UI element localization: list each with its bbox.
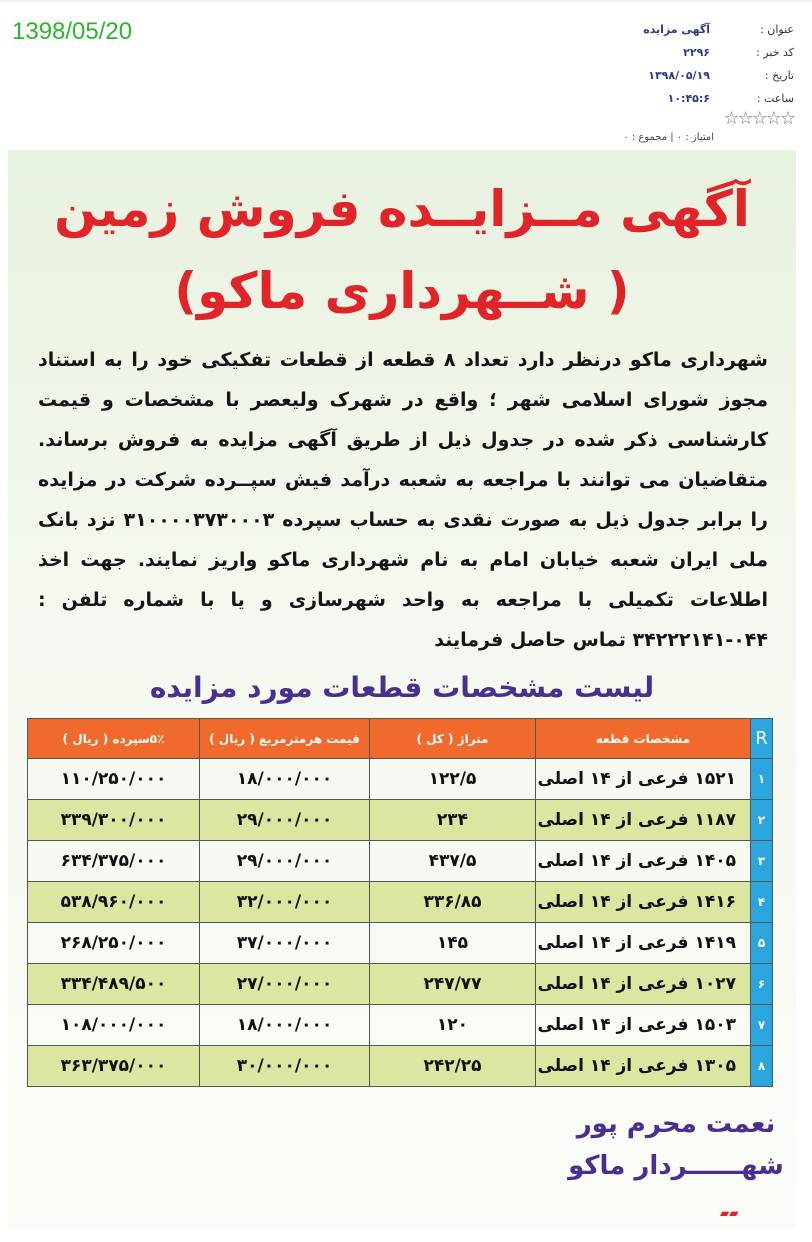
area: ۲۴۲/۲۵: [370, 1046, 536, 1087]
price-per-sqm: ۳۲/۰۰۰/۰۰۰: [200, 882, 370, 923]
rating-score: امتیاز : ۰ | مجموع : ۰: [623, 132, 714, 143]
signature-title: شهــــــردار ماکو: [568, 1151, 784, 1181]
plot-spec: ۱۵۰۳ فرعی از ۱۴ اصلی: [536, 1005, 751, 1046]
meta-label: کد خبر :: [756, 46, 794, 59]
deposit: ۶۳۴/۳۷۵/۰۰۰: [28, 841, 200, 882]
table-row: [28, 841, 773, 882]
meta-value: آگهی مزایده: [643, 23, 710, 36]
plot-spec: ۱۰۲۷ فرعی از ۱۴ اصلی: [536, 964, 751, 1005]
signature: [556, 1103, 796, 1187]
meta-label: عنوان :: [760, 23, 794, 36]
deposit: ۵۳۸/۹۶۰/۰۰۰: [28, 882, 200, 923]
row-number: ۷: [751, 1005, 773, 1046]
area: ۴۳۷/۵: [370, 841, 536, 882]
table-row: [28, 759, 773, 800]
plot-spec: ۱۱۸۷ فرعی از ۱۴ اصلی: [536, 800, 751, 841]
row-number: ۵: [751, 923, 773, 964]
ad-title-org: ( شــهرداری ماکو): [174, 262, 630, 320]
column-header: متراژ ( کل ): [370, 719, 536, 759]
plot-spec: ۱۳۰۵ فرعی از ۱۴ اصلی: [536, 1046, 751, 1087]
table-row: [28, 800, 773, 841]
row-number: ۸: [751, 1046, 773, 1087]
table-row: [28, 1046, 773, 1087]
auction-ad-image: [8, 150, 796, 1230]
signature-name: نعمت محرم پور: [576, 1109, 776, 1139]
publisher-logo: ▰▰: [720, 1206, 739, 1220]
meta-value: ۲۲۹۶: [683, 46, 710, 59]
area: ۱۴۵: [370, 923, 536, 964]
price-per-sqm: ۲۹/۰۰۰/۰۰۰: [200, 841, 370, 882]
table-row: [28, 1005, 773, 1046]
price-per-sqm: ۲۹/۰۰۰/۰۰۰: [200, 800, 370, 841]
meta-value: ۱۰:۴۵:۶: [667, 92, 710, 105]
deposit: ۳۳۹/۳۰۰/۰۰۰: [28, 800, 200, 841]
column-header: قیمت هرمترمربع ( ریال ): [200, 719, 370, 759]
deposit: ۱۱۰/۲۵۰/۰۰۰: [28, 759, 200, 800]
plots-table: [27, 718, 773, 1087]
deposit: ۳۶۳/۳۷۵/۰۰۰: [28, 1046, 200, 1087]
price-per-sqm: ۱۸/۰۰۰/۰۰۰: [200, 1005, 370, 1046]
ad-title: آگهی مــزایــده فروش زمین: [54, 180, 750, 238]
meta-value: ۱۳۹۸/۰۵/۱۹: [648, 69, 710, 82]
area: ۱۲۰: [370, 1005, 536, 1046]
plot-spec: ۱۴۱۶ فرعی از ۱۴ اصلی: [536, 882, 751, 923]
meta-row: [643, 41, 794, 64]
table-title: لیست مشخصات قطعات مورد مزایده: [149, 671, 655, 704]
meta-label: تاریخ :: [764, 69, 794, 82]
plot-spec: ۱۵۲۱ فرعی از ۱۴ اصلی: [536, 759, 751, 800]
meta-label: ساعت :: [756, 92, 794, 105]
deposit: ۳۳۴/۴۸۹/۵۰۰: [28, 964, 200, 1005]
news-meta: [643, 18, 794, 110]
area: ۲۴۷/۷۷: [370, 964, 536, 1005]
row-number: ۲: [751, 800, 773, 841]
price-per-sqm: ۳۰/۰۰۰/۰۰۰: [200, 1046, 370, 1087]
area: ۳۳۶/۸۵: [370, 882, 536, 923]
rating-stars[interactable]: ☆☆☆☆☆: [723, 108, 794, 129]
area: ۱۲۲/۵: [370, 759, 536, 800]
price-per-sqm: ۳۷/۰۰۰/۰۰۰: [200, 923, 370, 964]
plot-spec: ۱۴۱۹ فرعی از ۱۴ اصلی: [536, 923, 751, 964]
news-header: [0, 0, 812, 150]
column-header: R: [751, 719, 773, 759]
deposit: ۲۶۸/۲۵۰/۰۰۰: [28, 923, 200, 964]
meta-row: [643, 18, 794, 41]
column-header: مشخصات قطعه: [536, 719, 751, 759]
row-number: ۱: [751, 759, 773, 800]
plot-spec: ۱۴۰۵ فرعی از ۱۴ اصلی: [536, 841, 751, 882]
row-number: ۶: [751, 964, 773, 1005]
ad-body: شهرداری ماکو درنظر دارد تعداد ۸ قطعه از قطعات تفکیکی خود را به استناد مجوز شورای اسلامی شهر ؛ واقع در شهرک ولیعصر با مشخصات و قیمت کارشناسی ذکر شده در جدول ذیل از طریق آگهی مزایده به فروش برساند. متقاضیان می توانند با مراجعه به شعبه درآمد فیش سپــرده شرکت در مزایده را برابر جدول ذیل به صورت نقدی به حساب سپرده ۳۱۰۰۰۰۳۷۳۰۰۰۳ نزد بانک ملی ایران شعبه خیابان امام به نام شهرداری ماکو واریز نمایند. جهت اخذ اطلاعات تکمیلی با مراجعه به واحد شهرسازی و یا با شماره تلفن : ۰۴۴-۳۴۲۲۲۱۴۱ تماس حاصل فرمایند: [38, 349, 768, 651]
column-header: ۵٪سپرده ( ریال ): [28, 719, 200, 759]
area: ۲۳۴: [370, 800, 536, 841]
row-number: ۴: [751, 882, 773, 923]
table-row: [28, 882, 773, 923]
price-per-sqm: ۱۸/۰۰۰/۰۰۰: [200, 759, 370, 800]
gregorian-date: 1398/05/20: [12, 18, 133, 45]
meta-row: [643, 64, 794, 87]
table-row: [28, 923, 773, 964]
deposit: ۱۰۸/۰۰۰/۰۰۰: [28, 1005, 200, 1046]
table-row: [28, 964, 773, 1005]
price-per-sqm: ۲۷/۰۰۰/۰۰۰: [200, 964, 370, 1005]
row-number: ۳: [751, 841, 773, 882]
meta-row: [643, 87, 794, 110]
